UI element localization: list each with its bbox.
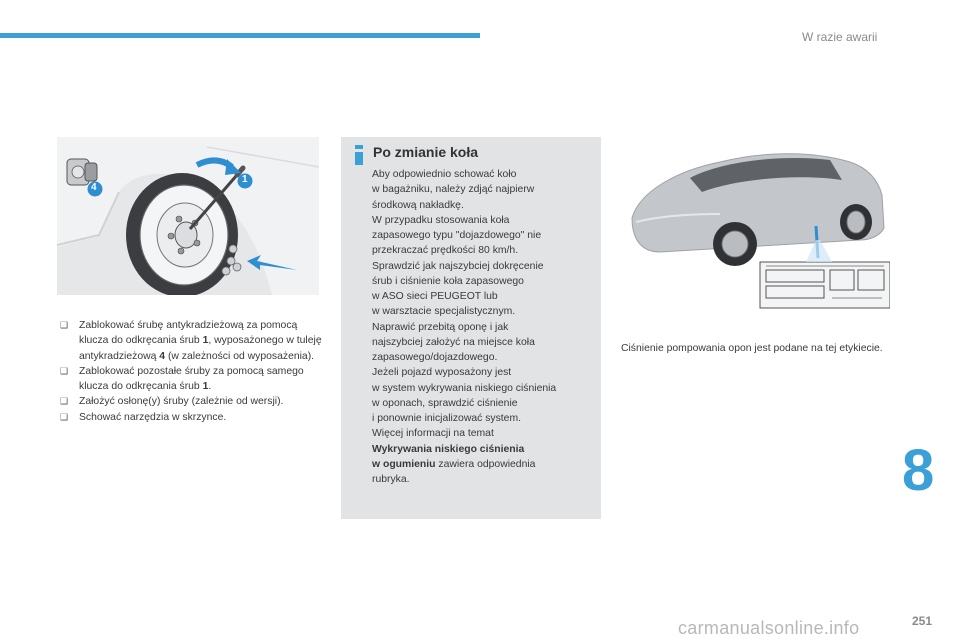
checkbox-bullet-icon: ❑ — [60, 411, 69, 422]
steps-list — [60, 318, 322, 425]
checkbox-bullet-icon: ❑ — [60, 365, 69, 376]
info-box-title: Po zmianie koła — [373, 144, 479, 160]
page-number: 251 — [912, 614, 933, 628]
car-tyre-label-illustration — [620, 140, 890, 310]
list-item: ❑ Zablokować pozostałe śruby za pomocą samego klucza do odkręcania śrub 1. — [60, 365, 304, 393]
cross-reference-link: Wykrywania niskiego ciśnienia — [372, 443, 525, 455]
info-box-body: Aby odpowiednio schować koło w bagażniku, należy zdjąć najpierw środkową nakładkę. W przypadku stosowania koła zapasowego typu "dojazdowego" nie przekraczać prędkości 80 km/h. Sprawdzić jak najszybciej dokręcenie śrub i ciśnienie koła zapasowego w ASO sieci PEUGEOT lub w warsztacie specjalistycznym. Naprawić przebitą oponę i jak najszybciej założyć na miejsce koła zapasowego/dojazdowego. Jeżeli pojazd wyposażony jest w system wykrywania niskiego ciśnienia w oponach, sprawdzić ciśnienie i ponownie inicjalizować system. Więcej informacji na temat Wykrywania niskiego ciśnienia w ogumieniu zawiera odpowiednia rubryka. — [372, 169, 557, 485]
callout-1: 1 — [242, 174, 248, 185]
callout-4: 4 — [91, 182, 97, 193]
tyre-label-caption: Ciśnienie pompowania opon jest podane na tej etykiecie. — [621, 343, 883, 354]
wheel-bolt-illustration — [57, 137, 319, 295]
checkbox-bullet-icon: ❑ — [60, 396, 69, 407]
top-accent-bar — [0, 33, 480, 38]
checkbox-bullet-icon: ❑ — [60, 320, 69, 330]
chapter-number: 8 — [902, 438, 935, 503]
watermark: carmanualsonline.info — [678, 618, 860, 638]
info-icon — [352, 145, 366, 165]
list-item: ❑ Zablokować śrubę antykradzieżową za pomocą klucza do odkręcania śrub 1, wyposażonego w tuleję antykradzieżową 4 (w zależności od wyposażenia). — [60, 320, 322, 362]
section-title: W razie awarii — [802, 30, 878, 44]
list-item: ❑ Założyć osłonę(y) śruby (zależnie od wersji). — [60, 394, 322, 409]
list-item: ❑ Schować narzędzia w skrzynce. — [60, 410, 322, 425]
